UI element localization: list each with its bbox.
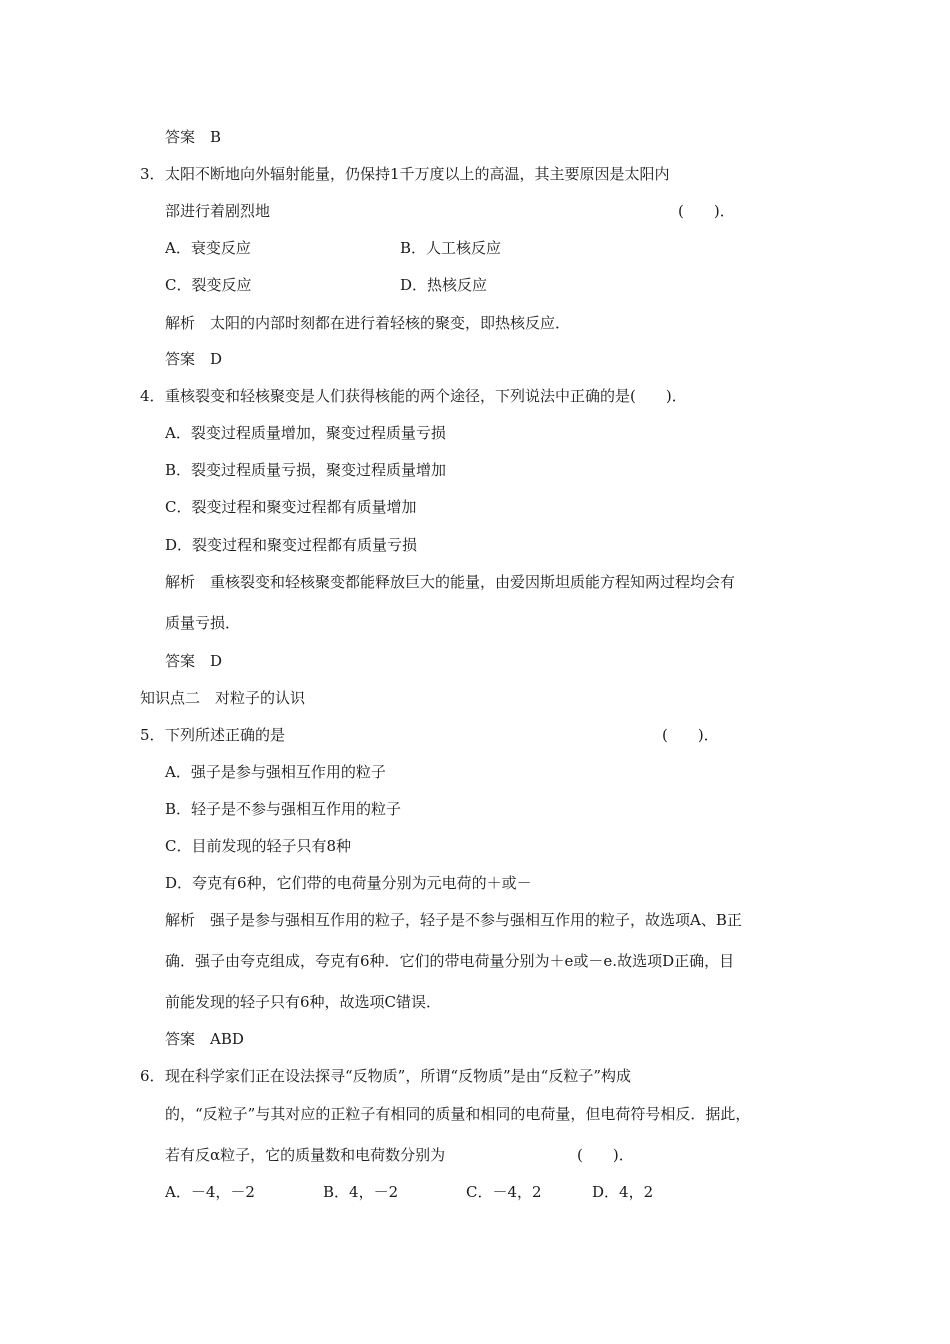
question-6-answer-paren: ( )． (577, 1146, 634, 1164)
question-4-analysis-line1: 解析 重核裂变和轻核聚变都能释放巨大的能量，由爱因斯坦质能方程知两过程均会有 (165, 573, 736, 591)
question-3-stem-line1: 太阳不断地向外辐射能量，仍保持1千万度以上的高温，其主要原因是太阳内 (165, 165, 670, 183)
question-4-option-b: B．裂变过程质量亏损，聚变过程质量增加 (165, 461, 447, 479)
question-6-stem-line3: 若有反α粒子，它的质量数和电荷数分别为 (165, 1146, 446, 1164)
question-5-analysis-line2: 确．强子由夸克组成，夸克有6种．它们的带电荷量分别为＋e或－e.故选项D正确，目 (165, 952, 735, 970)
question-4-option-a: A．裂变过程质量增加，聚变过程质量亏损 (165, 424, 446, 442)
question-5-answer-paren: ( )． (662, 726, 719, 744)
question-3-option-c: C．裂变反应 (165, 276, 252, 294)
question-5-analysis-line3: 前能发现的轻子只有6种，故选项C错误． (165, 993, 442, 1011)
question-3-answer: 答案 D (165, 350, 223, 368)
section-heading-2: 知识点二 对粒子的认识 (140, 689, 306, 707)
question-6-option-d: D．4，2 (592, 1183, 654, 1201)
question-3-number: 3． (140, 165, 165, 183)
question-3-answer-paren: ( )． (678, 202, 735, 220)
question-3-analysis: 解析 太阳的内部时刻都在进行着轻核的聚变，即热核反应． (165, 314, 571, 332)
question-4-option-d: D．裂变过程和聚变过程都有质量亏损 (165, 536, 418, 554)
question-3-option-a: A．衰变反应 (165, 239, 251, 257)
question-5-analysis-line1: 解析 强子是参与强相互作用的粒子，轻子是不参与强相互作用的粒子，故选项A、B正 (165, 911, 742, 929)
question-5-option-b: B．轻子是不参与强相互作用的粒子 (165, 800, 402, 818)
question-6-stem-line2: 的，“反粒子”与其对应的正粒子有相同的质量和相同的电荷量，但电荷符号相反．据此， (165, 1105, 751, 1123)
question-4-analysis-line2: 质量亏损． (165, 614, 241, 632)
question-5-answer: 答案 ABD (165, 1030, 244, 1048)
question-6-option-b: B．4，－2 (323, 1183, 399, 1201)
question-3-option-d: D．热核反应 (400, 276, 488, 294)
question-4-stem: 重核裂变和轻核聚变是人们获得核能的两个途径，下列说法中正确的是( )． (165, 387, 687, 405)
question-6-number: 6． (140, 1067, 165, 1085)
question-4-answer: 答案 D (165, 652, 223, 670)
question-4-option-c: C．裂变过程和聚变过程都有质量增加 (165, 498, 417, 516)
question-3-option-b: B．人工核反应 (400, 239, 502, 257)
question-5-stem: 下列所述正确的是 (165, 726, 286, 744)
question-3-stem-line2: 部进行着剧烈地 (165, 202, 271, 220)
question-6-option-c: C．－4，2 (466, 1183, 542, 1201)
question-6-stem-line1: 现在科学家们正在设法探寻“反物质”，所谓“反物质”是由“反粒子”构成 (165, 1067, 632, 1085)
question-5-number: 5． (140, 726, 165, 744)
answer-q2: 答案 B (165, 128, 222, 146)
question-5-option-c: C．目前发现的轻子只有8种 (165, 837, 352, 855)
question-6-option-a: A．－4，－2 (165, 1183, 255, 1201)
question-4-number: 4． (140, 387, 165, 405)
question-5-option-a: A．强子是参与强相互作用的粒子 (165, 763, 386, 781)
question-5-option-d: D．夸克有6种，它们带的电荷量分别为元电荷的＋或－ (165, 874, 532, 892)
